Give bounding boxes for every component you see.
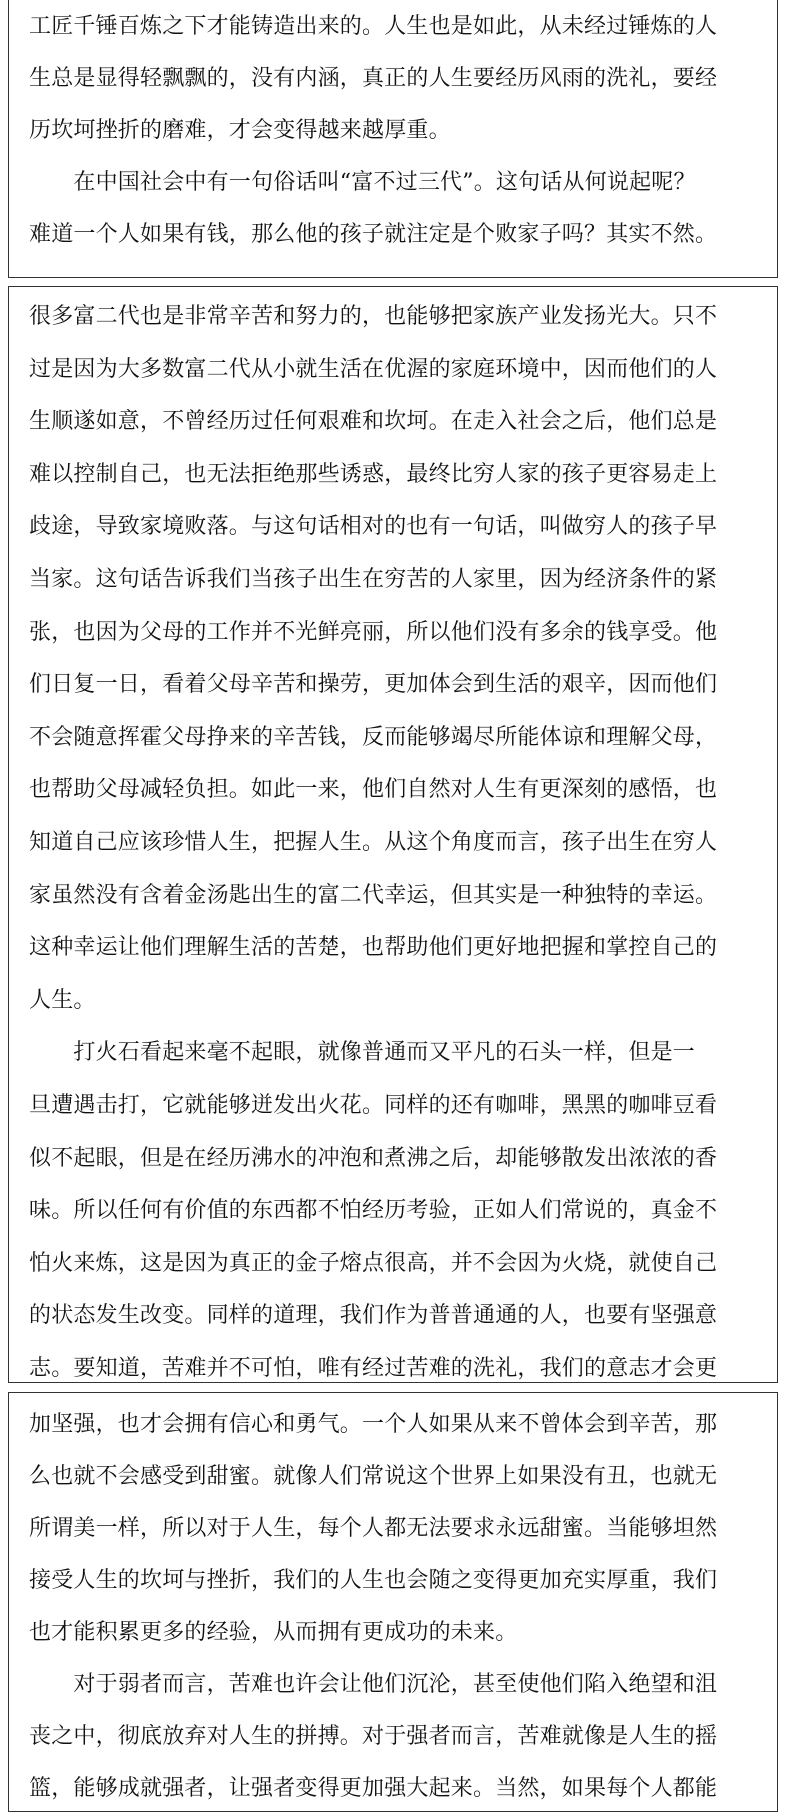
text-line: 接受人生的坎坷与挫折，我们的人生也会随之变得更加充实厚重，我们 <box>29 1568 718 1593</box>
text-line: 味。所以任何有价值的东西都不怕经历考验，正如人们常说的，真金不 <box>29 1198 718 1224</box>
text-line: 丧之中，彻底放弃对人生的拼搏。对于强者而言，苦难就像是人生的摇 <box>29 1724 718 1749</box>
text-line: 人生。 <box>29 987 96 1013</box>
text-line: 这种幸运让他们理解生活的苦楚，也帮助他们更好地把握和掌控自己的 <box>29 935 718 961</box>
text-line: 的状态发生改变。同样的道理，我们作为普普通通的人，也要有坚强意 <box>29 1303 718 1329</box>
text-block-3 <box>8 1392 778 1812</box>
text-line: 打火石看起来毫不起眼，就像普通而又平凡的石头一样，但是一 <box>29 1040 696 1066</box>
text-line: 历坎坷挫折的磨难，才会变得越来越厚重。 <box>29 118 451 143</box>
text-line: 工匠千锤百炼之下才能铸造出来的。人生也是如此，从未经过锤炼的人 <box>29 14 718 39</box>
text-line: 加坚强，也才会拥有信心和勇气。一个人如果从来不曾体会到辛苦，那 <box>29 1412 718 1437</box>
text-line: 似不起眼，但是在经历沸水的冲泡和煮沸之后，却能够散发出浓浓的香 <box>29 1145 718 1171</box>
text-line: 志。要知道，苦难并不可怕，唯有经过苦难的洗礼，我们的意志才会更 <box>29 1355 718 1381</box>
text-block-1 <box>8 0 778 278</box>
text-line: 所谓美一样，所以对于人生，每个人都无法要求永远甜蜜。当能够坦然 <box>29 1516 718 1541</box>
text-line: 难道一个人如果有钱，那么他的孩子就注定是个败家子吗？其实不然。 <box>29 222 718 247</box>
text-line: 歧途，导致家境败落。与这句话相对的也有一句话，叫做穷人的孩子早 <box>29 514 718 540</box>
text-line: 怕火来炼，这是因为真正的金子熔点很高，并不会因为火烧，就使自己 <box>29 1250 718 1276</box>
text-line: 难以控制自己，也无法拒绝那些诱惑，最终比穷人家的孩子更容易走上 <box>29 461 718 487</box>
text-line: 过是因为大多数富二代从小就生活在优渥的家庭环境中，因而他们的人 <box>29 356 718 382</box>
text-line: 很多富二代也是非常辛苦和努力的，也能够把家族产业发扬光大。只不 <box>29 304 718 329</box>
text-line: 也才能积累更多的经验，从而拥有更成功的未来。 <box>29 1620 518 1645</box>
text-line: 旦遭遇击打，它就能够迸发出火花。同样的还有咖啡，黑黑的咖啡豆看 <box>29 1092 718 1118</box>
text-line: 篮，能够成就强者，让强者变得更加强大起来。当然，如果每个人都能 <box>29 1776 718 1801</box>
text-line: 们日复一日，看着父母辛苦和操劳，更加体会到生活的艰辛，因而他们 <box>29 672 718 698</box>
text-line: 知道自己应该珍惜人生，把握人生。从这个角度而言，孩子出生在穷人 <box>29 829 718 855</box>
text-line: 张，也因为父母的工作并不光鲜亮丽，所以他们没有多余的钱享受。他 <box>29 619 718 645</box>
text-line: 么也就不会感受到甜蜜。就像人们常说这个世界上如果没有丑，也就无 <box>29 1464 718 1489</box>
text-line: 不会随意挥霍父母挣来的辛苦钱，反而能够竭尽所能体谅和理解父母， <box>29 724 718 750</box>
text-line: 也帮助父母减轻负担。如此一来，他们自然对人生有更深刻的感悟，也 <box>29 777 718 803</box>
text-line: 生顺遂如意，不曾经历过任何艰难和坎坷。在走入社会之后，他们总是 <box>29 409 718 435</box>
text-line: 生总是显得轻飘飘的，没有内涵，真正的人生要经历风雨的洗礼，要经 <box>29 66 718 91</box>
text-line: 在中国社会中有一句俗话叫“富不过三代”。这句话从何说起呢？ <box>29 170 696 195</box>
text-line: 对于弱者而言，苦难也许会让他们沉沦，甚至使他们陷入绝望和沮 <box>29 1672 718 1697</box>
text-line: 当家。这句话告诉我们当孩子出生在穷苦的人家里，因为经济条件的紧 <box>29 566 718 592</box>
text-block-2 <box>8 286 778 1383</box>
text-line: 家虽然没有含着金汤匙出生的富二代幸运，但其实是一种独特的幸运。 <box>29 882 718 908</box>
